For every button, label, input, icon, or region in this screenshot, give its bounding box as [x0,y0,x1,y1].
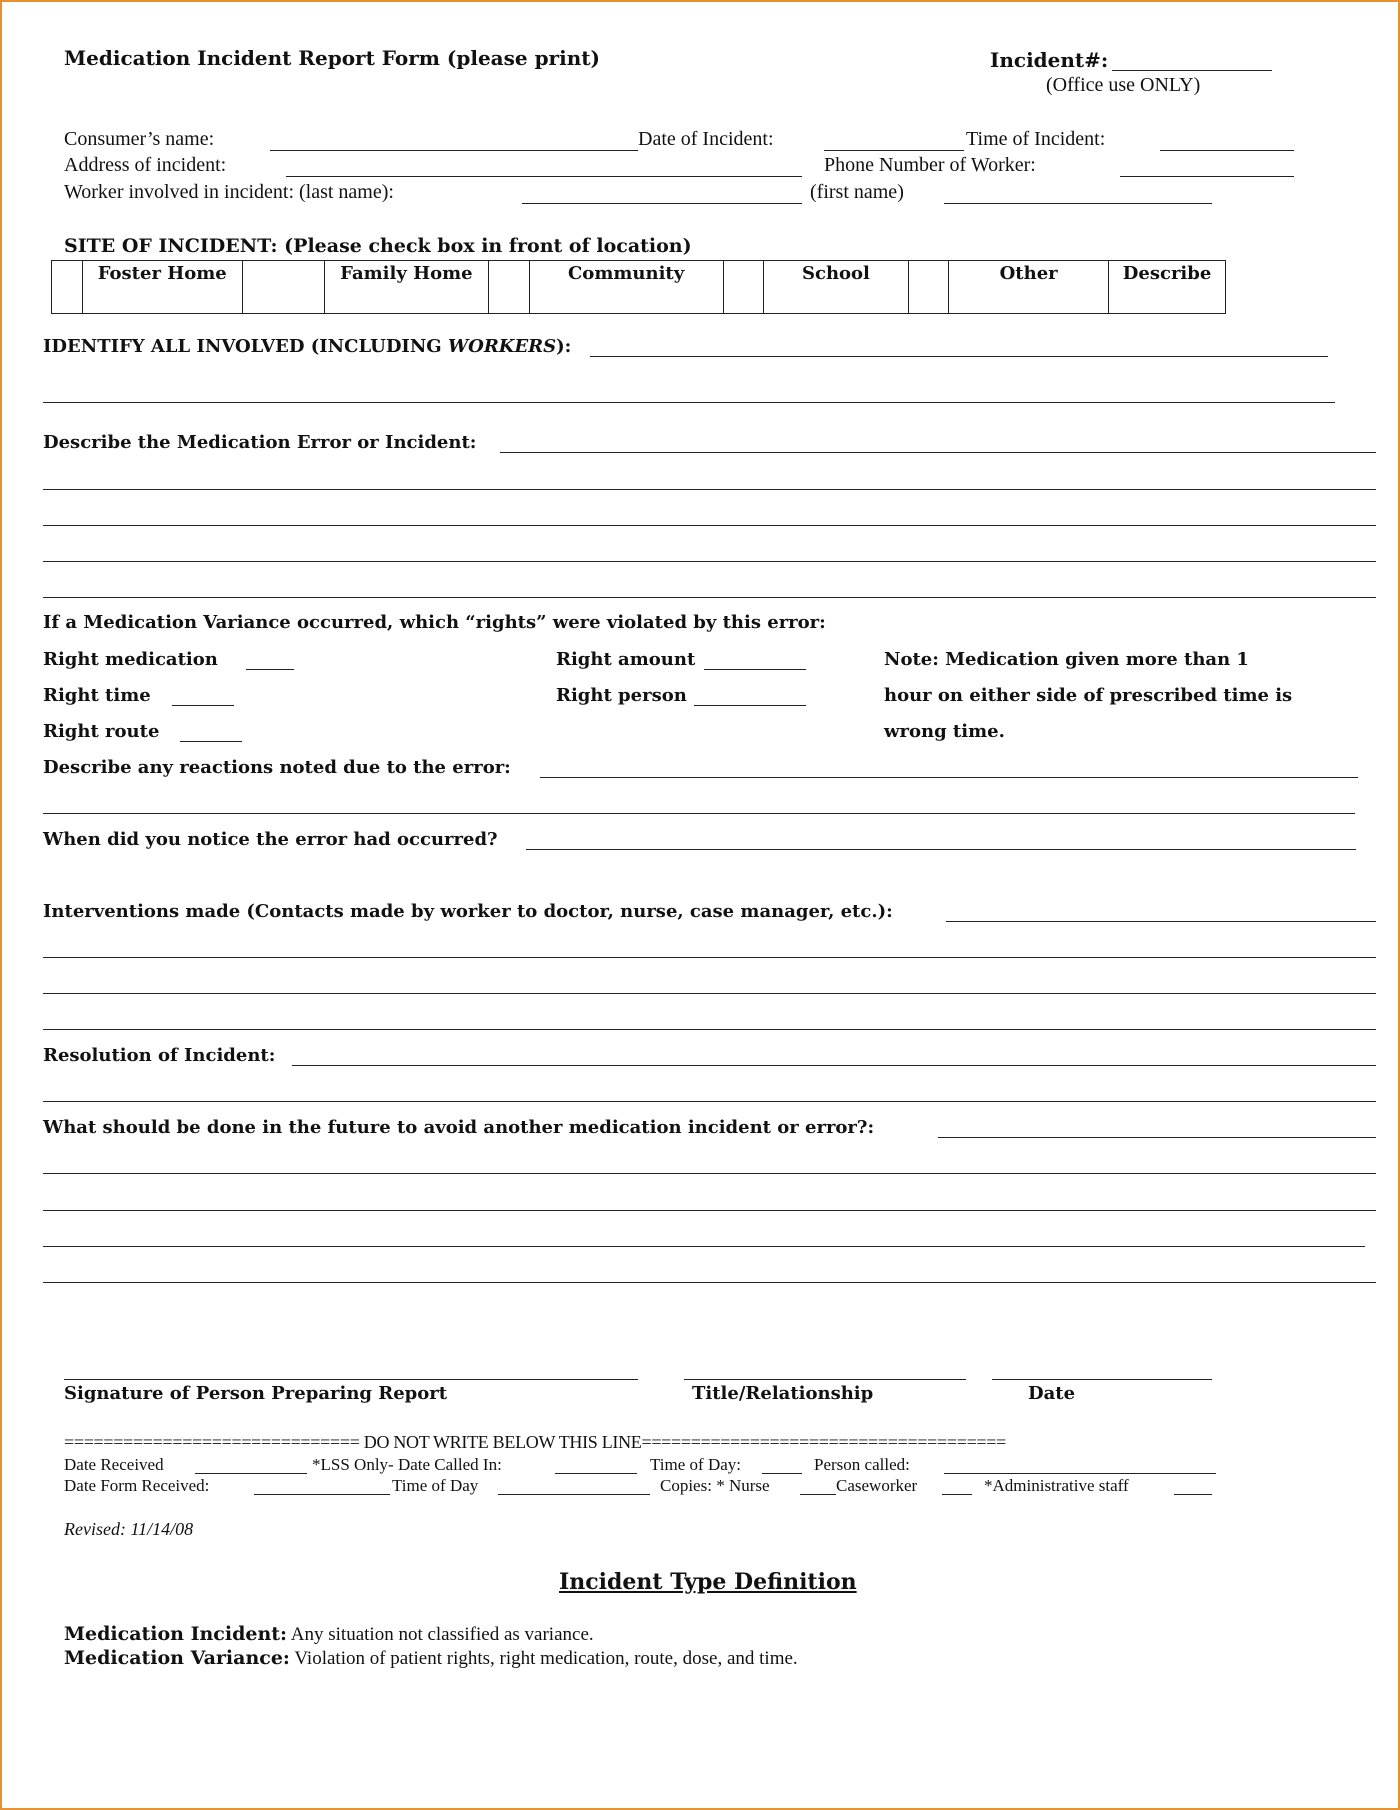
title-relationship-label: Title/Relationship [692,1383,874,1404]
person-called-field[interactable] [944,1473,1216,1474]
copies-nurse-label: Copies: * Nurse [660,1476,770,1495]
office-use-note: (Office use ONLY) [1046,74,1201,96]
worker-first-name-field[interactable] [944,203,1212,204]
worker-first-name-label: (first name) [810,181,904,203]
person-called-label: Person called: [814,1455,910,1474]
right-time-label: Right time [43,685,151,706]
describe-error-line-3[interactable] [43,525,1376,526]
definition-heading: Incident Type Definition [559,1569,857,1595]
site-option-other: Other [949,261,1109,314]
site-option-community: Community [529,261,723,314]
worker-last-name-label: Worker involved in incident: (last name): [64,181,394,203]
worker-last-name-field[interactable] [522,203,802,204]
identify-field-line-2[interactable] [43,402,1335,403]
notice-field[interactable] [526,849,1356,850]
date-of-incident-label: Date of Incident: [638,128,774,150]
right-route-label: Right route [43,721,160,742]
lss-only-label: *LSS Only- Date Called In: [312,1455,502,1474]
describe-error-label: Describe the Medication Error or Incident: [43,432,477,453]
checkbox-community[interactable] [488,261,529,314]
right-amount-label: Right amount [556,649,696,670]
future-line-1[interactable] [938,1137,1376,1138]
future-label: What should be done in the future to avoid another medication incident or error?: [43,1117,875,1138]
date-form-received-field[interactable] [254,1494,390,1495]
incident-number-field[interactable] [1112,70,1272,71]
signature-label: Signature of Person Preparing Report [64,1383,448,1404]
site-table [51,260,1226,314]
describe-error-line-2[interactable] [43,489,1376,490]
resolution-line-1[interactable] [292,1065,1376,1066]
date-received-field[interactable] [195,1473,307,1474]
interventions-line-1[interactable] [946,921,1376,922]
incident-number-label: Incident#: [990,48,1109,72]
right-medication-field[interactable] [246,669,294,670]
note-line-3: wrong time. [884,721,1005,742]
revised-date: Revised: 11/14/08 [64,1519,194,1539]
interventions-line-2[interactable] [43,957,1376,958]
interventions-line-4[interactable] [43,1029,1376,1030]
site-option-family-home: Family Home [324,261,488,314]
note-line-1: Note: Medication given more than 1 [884,649,1249,670]
do-not-write-divider: ============================== DO NOT WRITE BELOW THIS LINE===================================== [64,1432,1006,1452]
date-form-received-label: Date Form Received: [64,1476,210,1495]
reactions-line-2[interactable] [43,813,1355,814]
describe-error-line-1[interactable] [500,452,1376,453]
time-of-day-field-2[interactable] [498,1494,650,1495]
signature-date-field[interactable] [992,1379,1212,1380]
interventions-label: Interventions made (Contacts made by worker to doctor, nurse, case manager, etc.): [43,901,893,922]
right-route-field[interactable] [180,741,242,742]
title-relationship-field[interactable] [684,1379,966,1380]
describe-error-line-4[interactable] [43,561,1376,562]
site-heading: SITE OF INCIDENT: (Please check box in front of location) [64,235,692,257]
date-called-in-field[interactable] [555,1473,637,1474]
date-of-incident-field[interactable] [824,150,964,151]
time-of-day-label-1: Time of Day: [650,1455,741,1474]
address-label: Address of incident: [64,154,227,176]
future-line-5[interactable] [43,1282,1376,1283]
describe-error-line-5[interactable] [43,597,1376,598]
consumer-name-label: Consumer’s name: [64,128,215,150]
time-of-incident-label: Time of Incident: [966,128,1106,150]
consumer-name-field[interactable] [270,150,638,151]
reactions-line-1[interactable] [540,777,1358,778]
reactions-label: Describe any reactions noted due to the error: [43,757,511,778]
site-option-describe[interactable]: Describe [1109,261,1226,314]
right-person-label: Right person [556,685,687,706]
future-line-2[interactable] [43,1173,1376,1174]
checkbox-family-home[interactable] [242,261,324,314]
time-of-day-field-1[interactable] [762,1473,802,1474]
resolution-label: Resolution of Incident: [43,1045,276,1066]
date-received-label: Date Received [64,1455,164,1474]
caseworker-label: Caseworker [836,1476,918,1495]
phone-worker-field[interactable] [1120,176,1294,177]
rights-heading: If a Medication Variance occurred, which “rights” were violated by this error: [43,612,826,633]
right-medication-label: Right medication [43,649,218,670]
right-amount-field[interactable] [704,669,806,670]
note-line-2: hour on either side of prescribed time is [884,685,1293,706]
signature-date-label: Date [1028,1383,1076,1404]
checkbox-school[interactable] [723,261,764,314]
signature-field[interactable] [64,1379,638,1380]
right-time-field[interactable] [172,705,234,706]
identify-label: IDENTIFY ALL INVOLVED (INCLUDING WORKERS): [43,336,572,357]
time-of-day-label-2: Time of Day [392,1476,479,1495]
medication-incident-definition: Medication Incident: Any situation not classified as variance. [64,1623,594,1645]
notice-label: When did you notice the error had occurred? [43,829,498,850]
medication-variance-definition: Medication Variance: Violation of patient rights, right medication, route, dose, and time. [64,1647,798,1669]
admin-staff-label: *Administrative staff [984,1476,1129,1495]
right-person-field[interactable] [694,705,806,706]
caseworker-field[interactable] [942,1494,972,1495]
interventions-line-3[interactable] [43,993,1376,994]
copies-nurse-field[interactable] [800,1494,836,1495]
time-of-incident-field[interactable] [1160,150,1294,151]
form-title: Medication Incident Report Form (please print) [64,46,600,70]
address-field[interactable] [286,176,802,177]
site-option-foster-home: Foster Home [82,261,242,314]
future-line-3[interactable] [43,1210,1376,1211]
resolution-line-2[interactable] [43,1101,1376,1102]
checkbox-other[interactable] [908,261,949,314]
checkbox-foster-home[interactable] [52,261,83,314]
identify-field-line-1[interactable] [590,356,1328,357]
future-line-4[interactable] [43,1246,1365,1247]
site-option-school: School [764,261,908,314]
admin-staff-field[interactable] [1174,1494,1212,1495]
phone-worker-label: Phone Number of Worker: [824,154,1036,176]
